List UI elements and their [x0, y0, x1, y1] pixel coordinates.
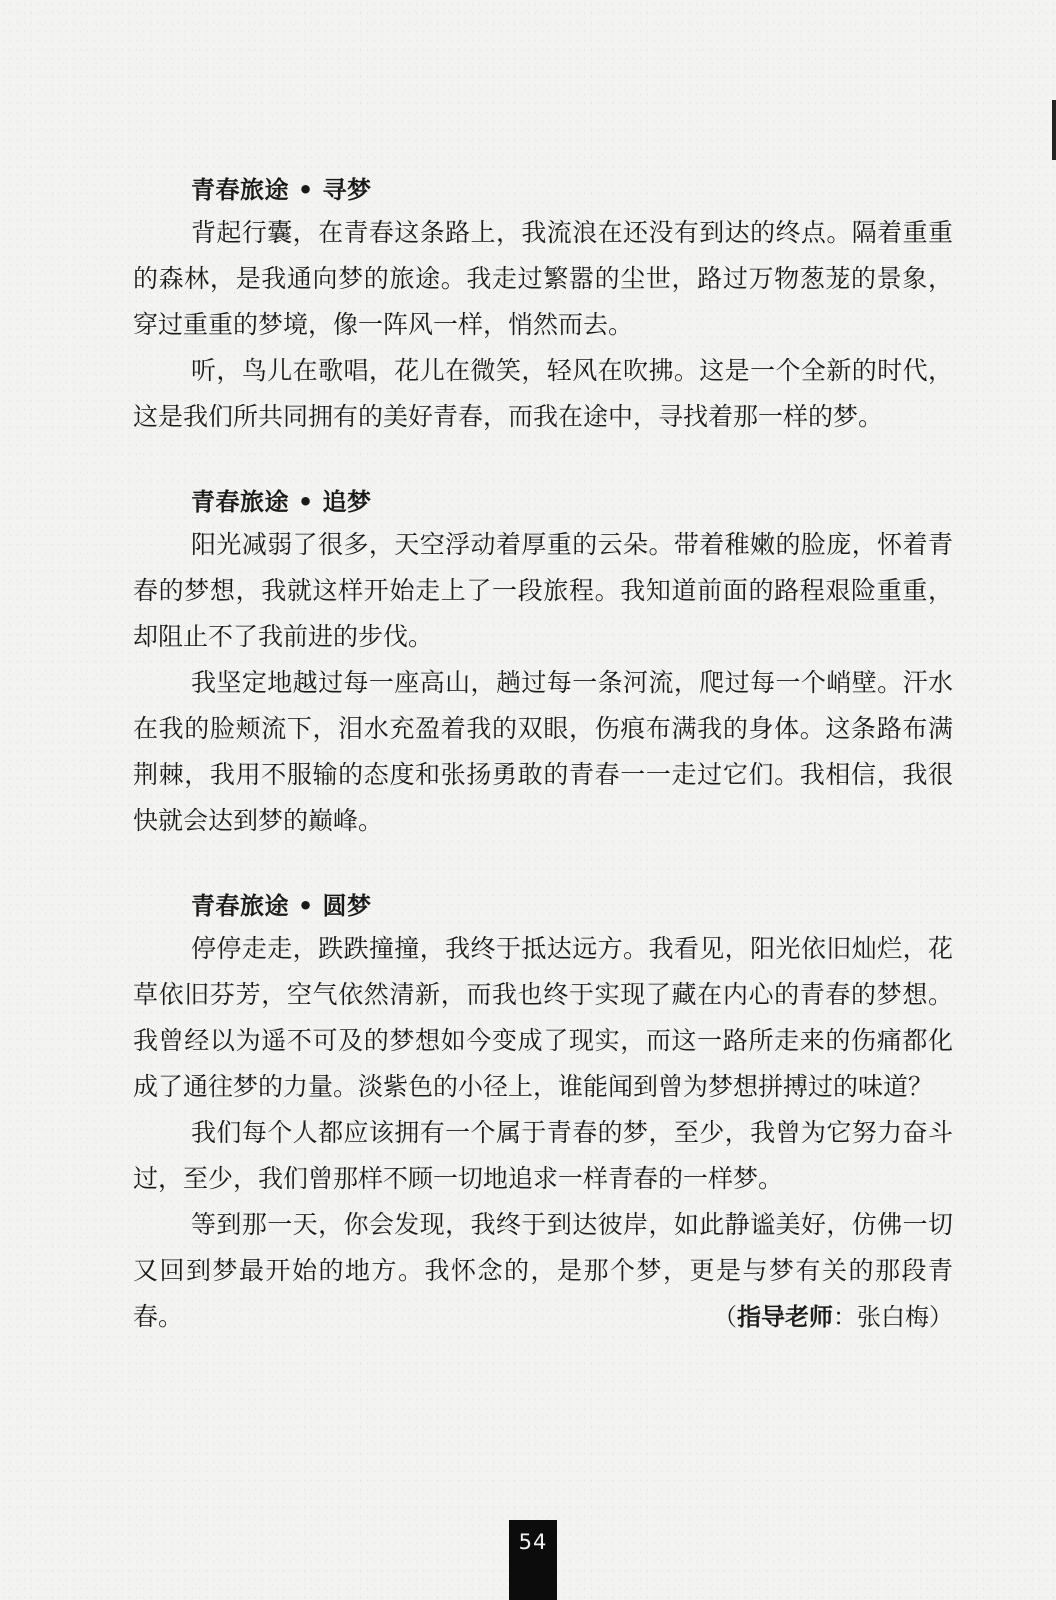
section-seek-dream — [133, 170, 953, 440]
advisor-close-paren: ） — [929, 1303, 953, 1331]
paragraph: 听，鸟儿在歌唱，花儿在微笑，轻风在吹拂。这是一个全新的时代，这是我们所共同拥有的美好青春，而我在途中，寻找着那一样的梦。 — [133, 356, 953, 431]
advisor-credit — [713, 1294, 953, 1340]
section-title: 青春旅途 • 寻梦 — [191, 176, 372, 204]
paragraph: 等到那一天，你会发现，我终于到达彼岸，如此静谧美好，仿佛一切又回到梦最开始的地方。我怀念的，是那个梦，更是与梦有关的那段青春。 — [133, 1210, 953, 1331]
advisor-open-paren: （ — [713, 1303, 737, 1331]
section-fulfill-dream — [133, 886, 953, 1340]
paragraph: 我们每个人都应该拥有一个属于青春的梦，至少，我曾为它努力奋斗过，至少，我们曾那样不顾一切地追求一样青春的一样梦。 — [133, 1118, 953, 1193]
section-title: 青春旅途 • 圆梦 — [191, 892, 372, 920]
paragraph: 背起行囊，在青春这条路上，我流浪在还没有到达的终点。隔着重重的森林，是我通向梦的旅途。我走过繁嚣的尘世，路过万物葱茏的景象，穿过重重的梦境，像一阵风一样，悄然而去。 — [133, 218, 953, 339]
advisor-label: 指导老师 — [737, 1303, 833, 1331]
paragraph: 我坚定地越过每一座高山，趟过每一条河流，爬过每一个峭壁。汗水在我的脸颊流下，泪水充盈着我的双眼，伤痕布满我的身体。这条路布满荆棘，我用不服输的态度和张扬勇敢的青春一一走过它们。我相信，我很快就会达到梦的巅峰。 — [133, 668, 953, 835]
paragraph: 停停走走，跌跌撞撞，我终于抵达远方。我看见，阳光依旧灿烂，花草依旧芬芳，空气依然清新，而我也终于实现了藏在内心的青春的梦想。我曾经以为遥不可及的梦想如今变成了现实，而这一路所走来的伤痛都化成了通往梦的力量。淡紫色的小径上，谁能闻到曾为梦想拼搏过的味道？ — [133, 934, 953, 1101]
page-edge-mark — [1052, 100, 1056, 160]
advisor-colon: ： — [833, 1303, 857, 1331]
page-number: 54 — [509, 1520, 557, 1600]
advisor-name: 张白梅 — [857, 1303, 929, 1331]
final-paragraph-wrapper — [133, 1202, 953, 1340]
section-chase-dream — [133, 482, 953, 844]
article-body — [133, 170, 953, 1382]
section-title: 青春旅途 • 追梦 — [191, 488, 372, 516]
paragraph: 阳光减弱了很多，天空浮动着厚重的云朵。带着稚嫩的脸庞，怀着青春的梦想，我就这样开始走上了一段旅程。我知道前面的路程艰险重重，却阻止不了我前进的步伐。 — [133, 530, 953, 651]
